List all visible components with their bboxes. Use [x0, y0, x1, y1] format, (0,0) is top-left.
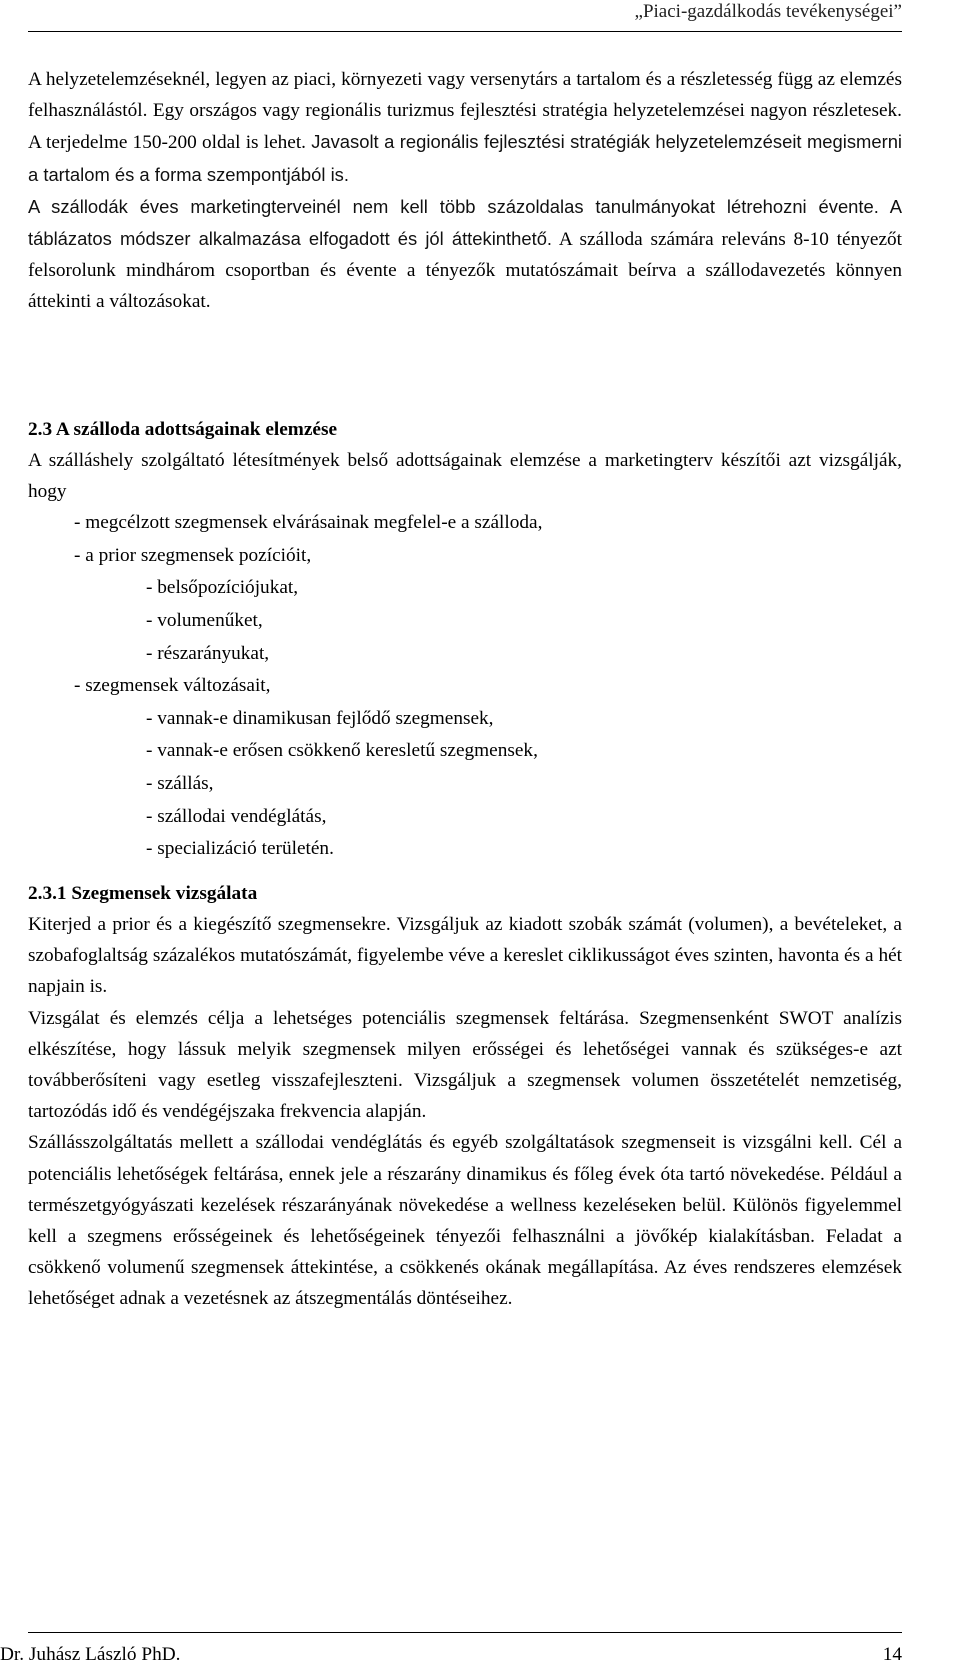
- list-item: - szegmensek változásait,: [74, 675, 271, 697]
- page-body: [28, 64, 902, 1315]
- paragraph-segments-1: Kiterjed a prior és a kiegészítő szegmensekre. Vizsgáljuk az kiadott szobák számát (volumen), a bevételeket, a szobafoglaltság százalékos mutatószámát, figyelembe véve a kereslet ciklikusságot éves szinten, havonta és a hét napjain is.: [28, 913, 902, 998]
- bullet-list: [28, 507, 902, 866]
- list-item: - szállodai vendéglátás,: [146, 805, 327, 827]
- paragraph-situation-analysis: [28, 64, 902, 191]
- list-item: - volumenűket,: [146, 610, 263, 632]
- paragraph-segments-2: Vizsgálat és elemzés célja a lehetséges potenciális szegmensek feltárása. Szegmensenként SWOT analízis elkészítése, hogy lássuk melyik szegmensek milyen erősségei és lehetőségei vannak és szükséges-e azt továbberősíteni vagy esetleg visszafejleszteni. Vizsgáljuk a szegmensek volumen összetételét nemzetiség, tartozódás idő és vendégéjszaka frekvencia alapján.: [28, 1007, 902, 1123]
- paragraph-segments-3: Szállásszolgáltatás mellett a szállodai vendéglátás és egyéb szolgáltatások szegmenseit is vizsgálni kell. Cél a potenciális lehetőségek feltárása, ennek jele a részarány dinamikus és főleg évek óta tartó növekedése. Például a természetgyógyászati kezelések részarányának növekedése a wellness kezeléseken belül. Különös figyelemmel kell a szegmens erősségeinek és lehetőségeinek tényezői felhasználni a jövőkép kialakításban. Feladat a csökkenő volumenű szegmensek áttekintése, a csökkenés okának megállapítása. Az éves rendszeres elemzések lehetőséget adnak a vezetésnek az átszegmentálás döntéseihez.: [28, 1132, 902, 1310]
- paragraph-text: A helyzetelemzéseknél, legyen az piaci, környezeti vagy versenytárs a tartalom és a részletesség függ az elemzés felhasználástól. Egy országos vagy regionális turizmus fejlesztési stratégia helyzetelemzései nagyon részletesek. A terjedelme 150-200 oldal is lehet.: [28, 69, 902, 154]
- header-rule: [28, 31, 902, 32]
- footer-author: Dr. Juhász László PhD.: [0, 1644, 181, 1665]
- list-item: - megcélzott szegmensek elvárásainak megfelel-e a szálloda,: [74, 512, 543, 534]
- paragraph-text-sans: Javasolt a regionális fejlesztési stratégiák helyzetelemzéseit megismerni a tartalom és a forma szempontjából is.: [28, 131, 903, 185]
- list-item: - vannak-e erősen csökkenő keresletű szegmensek,: [146, 740, 538, 762]
- list-item: - a prior szegmensek pozícióit,: [74, 544, 312, 566]
- list-item: - specializáció területén.: [146, 838, 334, 860]
- paragraph-text: A szálloda számára releváns 8-10 tényezőt felsorolunk mindhárom csoportban és évente a tényezők mutatószámait beírva a szállodavezetés könnyen áttekinti a változásokat.: [28, 229, 902, 313]
- page-number: 14: [882, 1644, 902, 1665]
- section-heading-2-3-1: 2.3.1 Szegmensek vizsgálata: [28, 882, 258, 904]
- running-header: „Piaci-gazdálkodás tevékenységei”: [634, 1, 902, 22]
- list-item: - részarányukat,: [146, 642, 270, 664]
- list-item: - szállás,: [146, 772, 214, 794]
- paragraph-text-sans: A szállodák éves marketingterveinél nem kell több százoldalas tanulmányokat létrehozni évente. A táblázatos módszer alkalmazása elfogadott és jól áttekinthető.: [28, 195, 902, 250]
- section-intro: A szálláshely szolgáltató létesítmények belső adottságainak elemzése a marketingterv készítői azt vizsgálják, hogy: [28, 449, 902, 503]
- section-heading-2-3: 2.3 A szálloda adottságainak elemzése: [28, 418, 338, 440]
- list-item: - belsőpozíciójukat,: [146, 577, 299, 599]
- footer-rule: [28, 1632, 902, 1633]
- section-spacer: [28, 866, 902, 878]
- section-spacer: [28, 318, 902, 414]
- paragraph-hotel-marketing: [28, 191, 902, 318]
- list-item: - vannak-e dinamikusan fejlődő szegmensek,: [146, 707, 494, 729]
